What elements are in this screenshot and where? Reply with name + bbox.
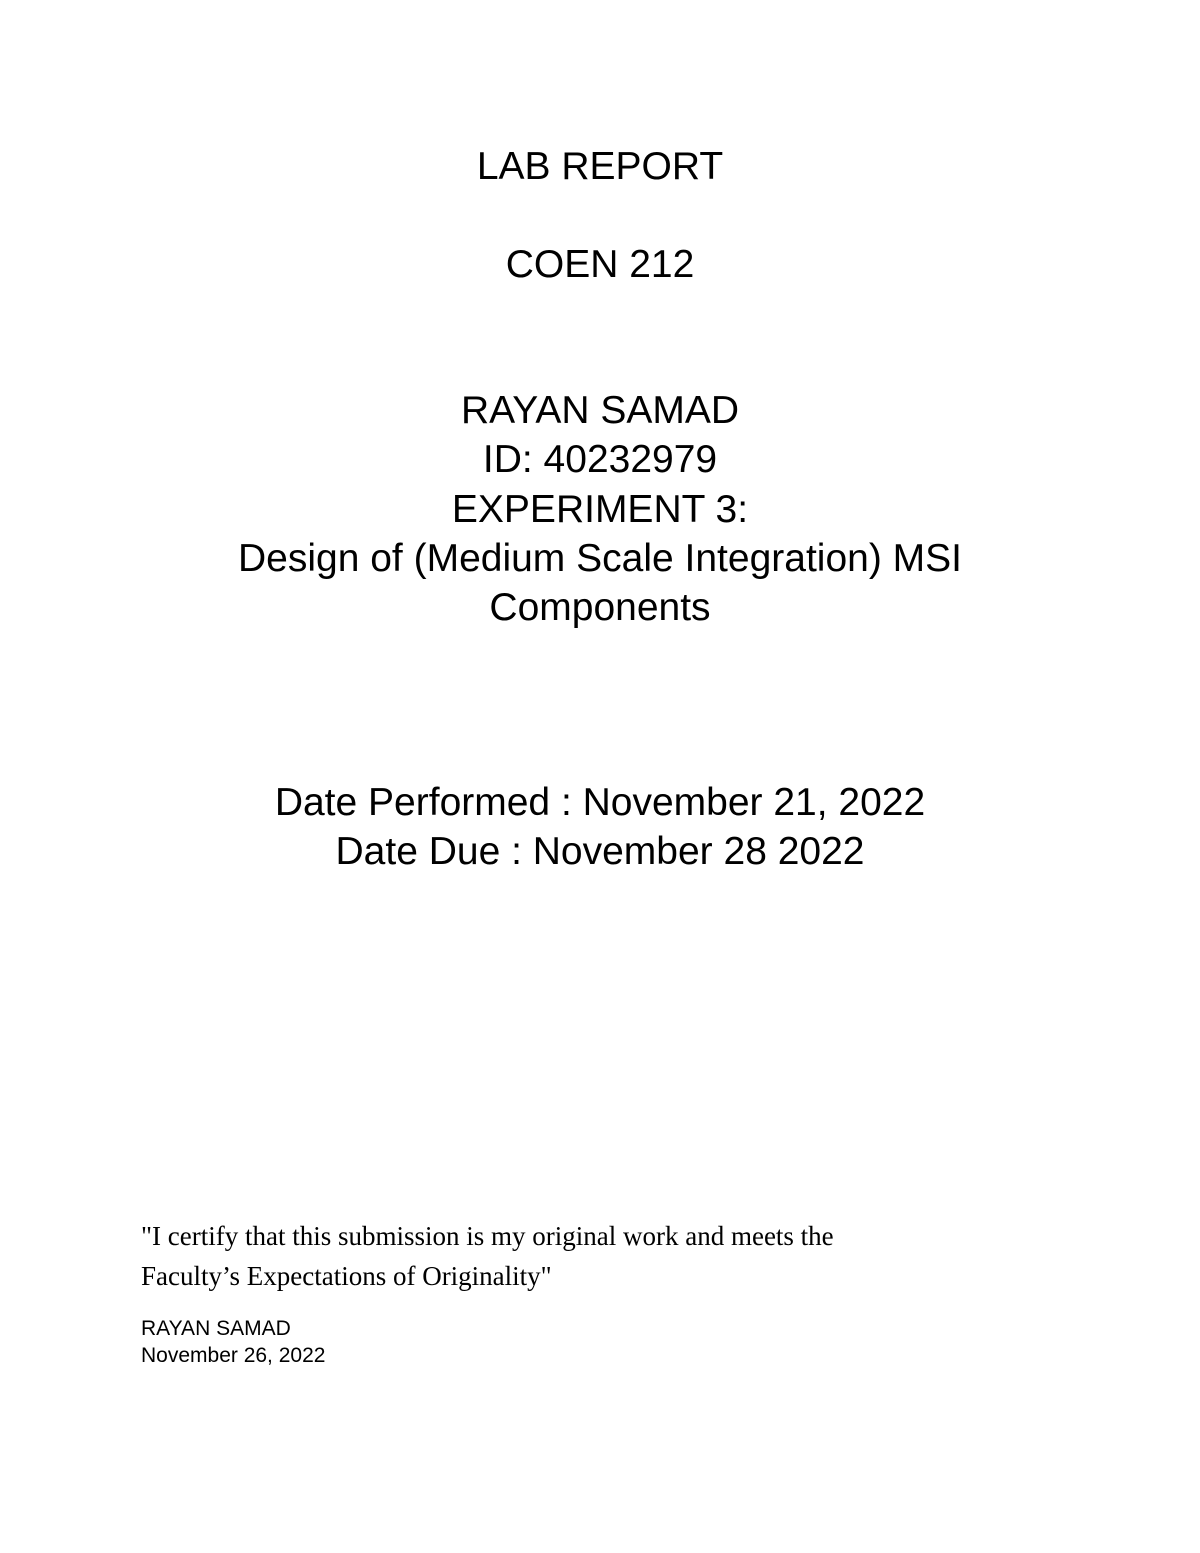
experiment-title-line1: Design of (Medium Scale Integration) MSI	[238, 537, 962, 580]
course-code: COEN 212	[505, 243, 695, 286]
signature-name: RAYAN SAMAD	[141, 1317, 291, 1340]
report-title: LAB REPORT	[476, 145, 724, 188]
certification-line1: "I certify that this submission is my original work and meets the	[141, 1221, 834, 1251]
date-performed: Date Performed : November 21, 2022	[274, 781, 926, 824]
certification-line2: Faculty’s Expectations of Originality"	[141, 1261, 552, 1291]
experiment-title-line2: Components	[489, 586, 711, 629]
student-id: ID: 40232979	[482, 438, 718, 481]
experiment-label: EXPERIMENT 3:	[451, 488, 749, 531]
student-name: RAYAN SAMAD	[460, 389, 740, 432]
date-due: Date Due : November 28 2022	[335, 830, 865, 873]
signature-date: November 26, 2022	[141, 1344, 326, 1367]
